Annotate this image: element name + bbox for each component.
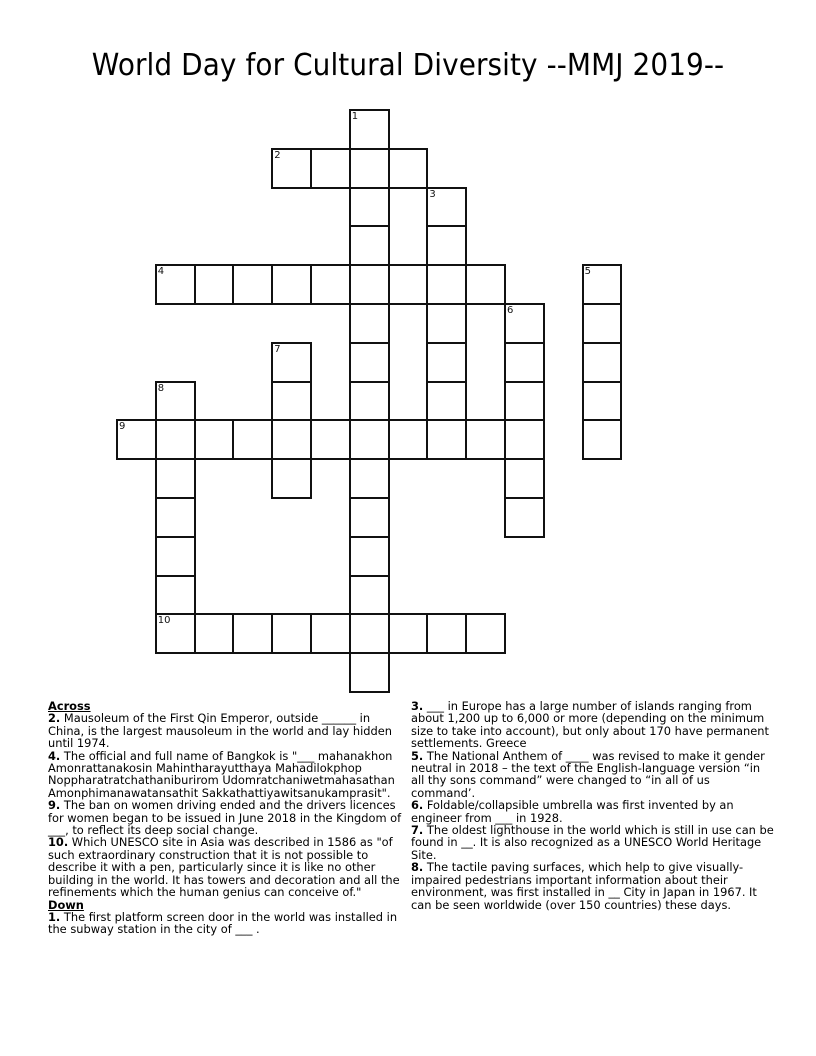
- grid-cell[interactable]: [349, 613, 390, 654]
- cell-number: 4: [157, 266, 165, 278]
- clue-down-8: [411, 861, 776, 911]
- clue-across-2: [48, 712, 404, 749]
- clue-down-6: [411, 799, 776, 824]
- cell-number: 3: [429, 188, 436, 200]
- clue-down-3: [411, 700, 776, 750]
- grid-cell[interactable]: [155, 381, 196, 422]
- grid-cell[interactable]: [155, 613, 196, 654]
- grid-cell[interactable]: [426, 613, 467, 654]
- grid-cell[interactable]: [426, 303, 467, 344]
- clue-text: The official and full name of Bangkok is "___ mahanakhon Amonrattanakosin Mahintharayutthaya Mahadilokphop Noppharatratchathaniburirom Udomratchaniwetmahasathan Amonphimanawatansathit Sakkathattiyawitsanukamprasit".: [48, 748, 395, 800]
- grid-cell[interactable]: [232, 419, 273, 460]
- grid-cell[interactable]: [504, 342, 545, 383]
- grid-cell[interactable]: [155, 497, 196, 538]
- grid-cell[interactable]: [155, 419, 196, 460]
- grid-cell[interactable]: [349, 109, 390, 150]
- cell-number: 8: [157, 382, 165, 394]
- grid-cell[interactable]: [582, 342, 623, 383]
- clue-number: 4.: [48, 748, 61, 763]
- clue-number: 5.: [411, 748, 424, 763]
- grid-cell[interactable]: [582, 303, 623, 344]
- clue-down-1: [48, 911, 404, 936]
- clue-text: Mausoleum of the First Qin Emperor, outside ______ in China, is the largest mausoleum in the world and lay hidden until 1974.: [48, 711, 392, 751]
- grid-cell[interactable]: [349, 148, 390, 189]
- clue-text: Foldable/collapsible umbrella was first invented by an engineer from ___ in 1928.: [411, 798, 734, 825]
- clues-right-column: [411, 700, 776, 911]
- cell-number: 10: [157, 615, 171, 627]
- clue-number: 8.: [411, 860, 424, 875]
- grid-cell[interactable]: [465, 419, 506, 460]
- grid-cell[interactable]: [271, 458, 312, 499]
- clue-down-5: [411, 750, 776, 800]
- cell-number: 1: [351, 111, 359, 122]
- clue-number: 9.: [48, 798, 61, 813]
- grid-cell[interactable]: [504, 419, 545, 460]
- clue-number: 3.: [411, 699, 424, 713]
- clue-text: ___ in Europe has a large number of islands ranging from about 1,200 up to 6,000 or more (depending on the minimum size to take into account), but only about 170 have permanent settlements. Greece: [411, 699, 769, 751]
- grid-cell[interactable]: [349, 419, 390, 460]
- grid-cell[interactable]: [349, 536, 390, 577]
- grid-cell[interactable]: [155, 575, 196, 616]
- grid-cell[interactable]: [116, 419, 157, 460]
- grid-cell[interactable]: [349, 652, 390, 693]
- grid-cell[interactable]: [310, 264, 351, 305]
- grid-cell[interactable]: [271, 148, 312, 189]
- clue-text: The ban on women driving ended and the drivers licences for women began to be issued in June 2018 in the Kingdom of ___, to reflect its deep social change.: [48, 798, 402, 838]
- grid-cell[interactable]: [349, 264, 390, 305]
- grid-cell[interactable]: [349, 187, 390, 228]
- clue-number: 1.: [48, 909, 61, 924]
- grid-cell[interactable]: [504, 497, 545, 538]
- grid-cell[interactable]: [388, 148, 429, 189]
- clues-left-column: [48, 700, 404, 936]
- grid-cell[interactable]: [349, 497, 390, 538]
- grid-cell[interactable]: [426, 342, 467, 383]
- clue-text: Which UNESCO site in Asia was described in 1586 as "of such extraordinary construction that it is not possible to describe it with a pen, particularly since it is like no other building in the world. It has towers and decoration and all the refinements which the human genius can conceive of.": [48, 835, 400, 900]
- grid-cell[interactable]: [310, 419, 351, 460]
- grid-cell[interactable]: [582, 381, 623, 422]
- across-heading: Across: [48, 699, 91, 713]
- clue-number: 2.: [48, 711, 61, 726]
- clue-across-9: [48, 799, 404, 836]
- grid-cell[interactable]: [194, 613, 235, 654]
- grid-cell[interactable]: [155, 264, 196, 305]
- grid-cell[interactable]: [271, 381, 312, 422]
- cell-number: 7: [274, 343, 281, 355]
- grid-cell[interactable]: [426, 381, 467, 422]
- clue-across-4: [48, 750, 404, 800]
- clue-down-7: [411, 824, 776, 861]
- grid-cell[interactable]: [349, 342, 390, 383]
- grid-cell[interactable]: [155, 458, 196, 499]
- grid-cell[interactable]: [582, 264, 623, 305]
- grid-cell[interactable]: [426, 187, 467, 228]
- grid-cell[interactable]: [310, 613, 351, 654]
- clue-number: 10.: [48, 835, 69, 850]
- grid-cell[interactable]: [388, 613, 429, 654]
- clue-across-10: [48, 836, 404, 898]
- grid-cell[interactable]: [271, 419, 312, 460]
- grid-cell[interactable]: [426, 225, 467, 266]
- grid-cell[interactable]: [349, 458, 390, 499]
- clue-text: The tactile paving surfaces, which help to give visually-impaired pedestrians important information about their environment, was first installed in __ City in Japan in 1967. It can be seen worldwide (over 150 countries) these days.: [411, 860, 757, 912]
- page-title: World Day for Cultural Diversity --MMJ 2019--: [91, 48, 725, 83]
- grid-cell[interactable]: [465, 613, 506, 654]
- grid-cell[interactable]: [349, 381, 390, 422]
- grid-cell[interactable]: [232, 613, 273, 654]
- grid-cell[interactable]: [194, 264, 235, 305]
- clue-text: The first platform screen door in the world was installed in the subway station in the city of ___ .: [48, 909, 398, 937]
- grid-cell[interactable]: [504, 381, 545, 422]
- clue-number: 6.: [411, 798, 424, 813]
- grid-cell[interactable]: [504, 303, 545, 344]
- grid-cell[interactable]: [310, 148, 351, 189]
- grid-cell[interactable]: [194, 419, 235, 460]
- cell-number: 9: [119, 421, 126, 433]
- grid-cell[interactable]: [155, 536, 196, 577]
- grid-cell[interactable]: [349, 225, 390, 266]
- grid-cell[interactable]: [388, 264, 429, 305]
- grid-cell[interactable]: [349, 303, 390, 344]
- cell-number: 5: [584, 266, 591, 278]
- cell-number: 6: [507, 305, 514, 316]
- grid-cell[interactable]: [271, 613, 312, 654]
- grid-cell[interactable]: [426, 264, 467, 305]
- grid-cell[interactable]: [349, 575, 390, 616]
- cell-number: 2: [274, 149, 281, 161]
- clue-text: The oldest lighthouse in the world which is still in use can be found in __. It is also recognized as a UNESCO World Heritage Site.: [411, 823, 774, 862]
- grid-cell[interactable]: [232, 264, 273, 305]
- clue-text: The National Anthem of ____ was revised to make it gender neutral in 2018 – the text of the English-language version “in all thy sons command” were changed to “in all of us command’.: [411, 748, 765, 800]
- grid-cell[interactable]: [271, 264, 312, 305]
- grid-cell[interactable]: [388, 419, 429, 460]
- clue-number: 7.: [411, 823, 424, 838]
- grid-cell[interactable]: [465, 264, 506, 305]
- grid-cell[interactable]: [271, 342, 312, 383]
- down-heading: Down: [48, 897, 84, 912]
- grid-cell[interactable]: [582, 419, 623, 460]
- grid-cell[interactable]: [504, 458, 545, 499]
- grid-cell[interactable]: [426, 419, 467, 460]
